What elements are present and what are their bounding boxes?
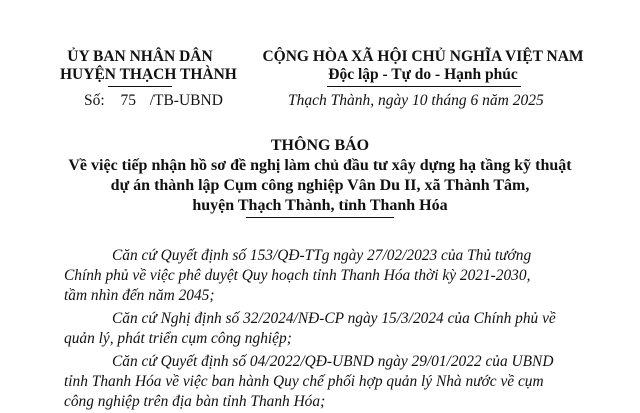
para1-line2: Chính phủ về việc phê duyệt Quy hoạch tỉnh Thanh Hóa thời kỳ 2021-2030, (64, 267, 531, 284)
national-motto: Độc lập - Tự do - Hạnh phúc (328, 66, 518, 83)
subject-line-3: huyện Thạch Thành, tỉnh Thanh Hóa (192, 197, 448, 214)
para3-line2: tỉnh Thanh Hóa về việc ban hành Quy chế phối hợp quản lý Nhà nước về cụm (64, 373, 544, 390)
para2-line2: quản lý, phát triển cụm công nghiệp; (64, 330, 292, 347)
para3-line3: công nghiệp trên địa bàn tỉnh Thanh Hóa; (64, 393, 326, 410)
issuing-district: HUYỆN THẠCH THÀNH (60, 66, 237, 83)
doc-number (84, 92, 223, 110)
doc-number-prefix: Số: (84, 92, 105, 109)
doc-number-value: 75 (120, 92, 136, 109)
place-date: Thạch Thành, ngày 10 tháng 6 năm 2025 (288, 92, 544, 109)
motto-underline (327, 86, 521, 87)
para2-line1: Căn cứ Nghị định số 32/2024/NĐ-CP ngày 15/3/2024 của Chính phủ về (112, 310, 556, 327)
subject-line-2: dự án thành lập Cụm công nghiệp Vân Du II, xã Thành Tâm, (110, 177, 530, 194)
issuing-authority: ỦY BAN NHÂN DÂN (67, 48, 213, 65)
national-title: CỘNG HÒA XÃ HỘI CHỦ NGHĨA VIỆT NAM (262, 48, 584, 65)
subject-line-1: Về việc tiếp nhận hồ sơ đề nghị làm chủ đầu tư xây dựng hạ tầng kỹ thuật (68, 157, 572, 174)
document-title: THÔNG BÁO (270, 137, 370, 154)
doc-number-suffix: /TB-UBND (149, 92, 223, 109)
para1-line3: tầm nhìn đến năm 2045; (64, 287, 215, 304)
document-body (64, 246, 604, 412)
para3-line1: Căn cứ Quyết định số 04/2022/QĐ-UBND ngày 29/01/2022 của UBND (112, 353, 554, 370)
para1-line1: Căn cứ Quyết định số 153/QĐ-TTg ngày 27/02/2023 của Thủ tướng (112, 247, 532, 264)
subject-underline (246, 217, 394, 218)
authority-underline (108, 86, 172, 87)
